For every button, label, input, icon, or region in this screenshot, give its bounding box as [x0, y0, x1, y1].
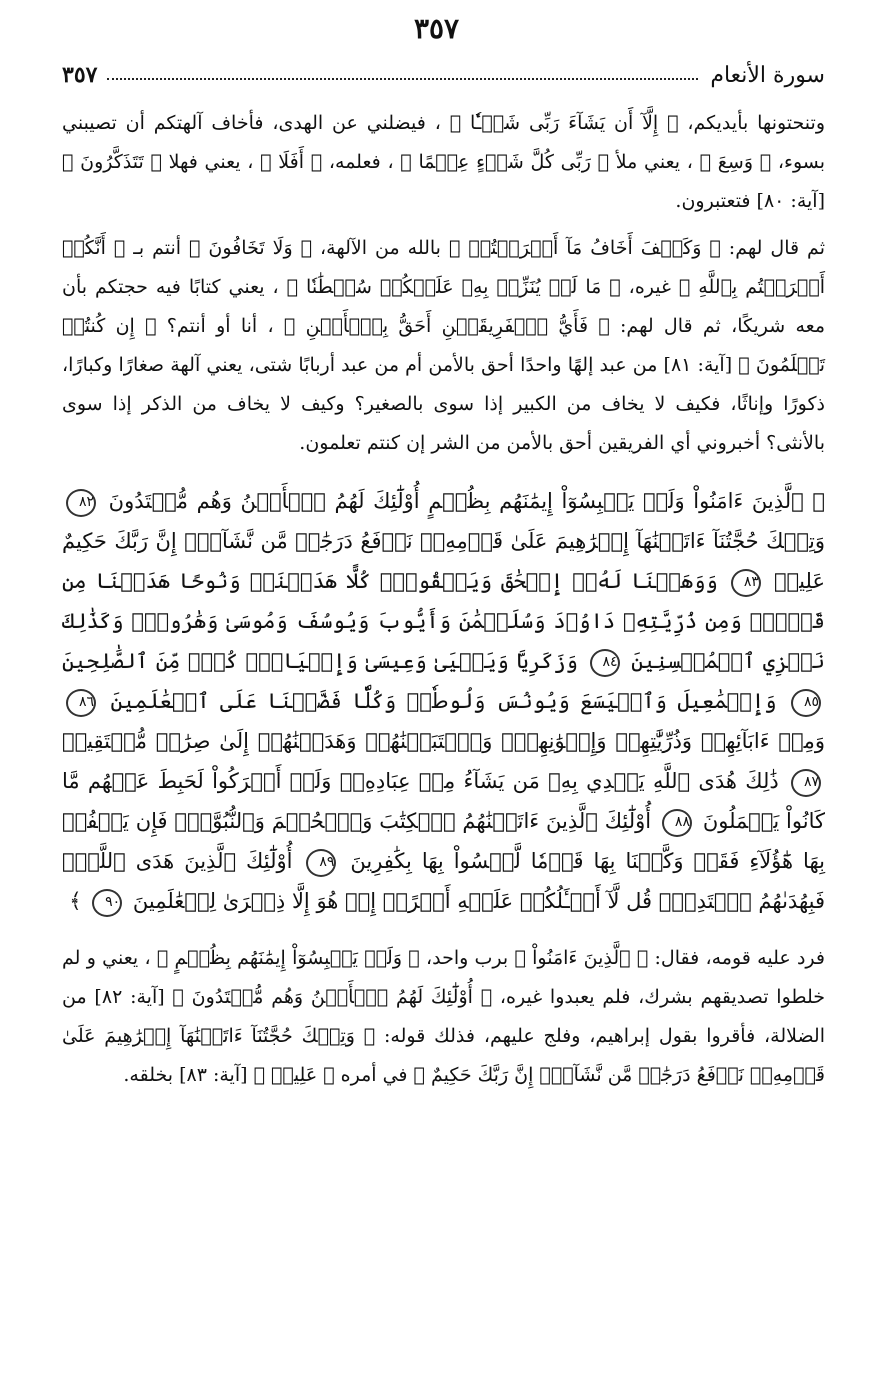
commentary-paragraph-2: ثم قال لهم: ﴿ وَكَيۡفَ أَخَافُ مَآ أَشۡرَكۡتُمۡ ﴾ بالله من الآلهة، ﴿ وَلَا تَخَافُونَ ﴾ أنتم بـ ﴿ أَنَّكُمۡ أَشۡرَكۡتُم بِٱللَّهِ ﴾ غيره، ﴿ مَا لَمۡ يُنَزِّلۡ بِهِۦ عَلَيۡكُمۡ سُلۡطَٰنٗا ﴾ ، يعني كتابًا فيه حجتكم بأن معه شريكًا، ثم قال لهم: ﴿ فَأَيُّ ٱلۡفَرِيقَيۡنِ أَحَقُّ بِٱلۡأَمۡنِ ﴾ ، أنا أو أنتم؟ ﴿ إِن كُنتُمۡ تَعۡلَمُونَ ﴾ [آية: ٨١] من عبد إلهًا واحدًا أحق بالأمن أم من عبد أربابًا شتى، يعني آلهة صغارًا وكبارًا، ذكورًا وإناثًا، فكيف لا يخاف من الكبير إذا سوى بالصغير؟ وكيف لا يخاف من الذكر إذا سوى بالأنثى؟ أخبروني أي الفريقين أحق بالأمن من الشر إن كنتم تعلمون.: [62, 237, 825, 454]
ayah-number-marker: ٨٤: [590, 649, 620, 677]
commentary-paragraph-1: وتنحتونها بأيديكم، ﴿ إِلَّآ أَن يَشَآءَ رَبِّى شَيۡـٔٗا ﴾ ، فيضلني عن الهدى، فأخاف آلهتكم أن تصيبني بسوء، ﴿ وَسِعَ ﴾ ، يعني ملأ ﴿ رَبِّى كُلَّ شَىۡءٍ عِلۡمًا ﴾ ، فعلمه، ﴿ أَفَلَا ﴾ ، يعني فهلا ﴿ تَتَذَكَّرُونَ ﴾ [آية: ٨٠] فتعتبرون.: [62, 112, 825, 212]
verse-text: أُوْلَٰٓئِكَ ٱلَّذِينَ هَدَى ٱللَّهُۖ فَبِهُدَىٰهُمُ ٱقۡتَدِهۡۗ قُل لَّآ أَسۡـَٔلُكُمۡ عَلَيۡهِ أَجۡرًاۖ إِنۡ هُوَ إِلَّا ذِكۡرَىٰ لِلۡعَٰلَمِينَ: [62, 849, 825, 913]
verse-text: ﴿ ٱلَّذِينَ ءَامَنُواْ وَلَمۡ يَلۡبِسُوٓاْ إِيمَٰنَهُم بِظُلۡمٍ أُوْلَٰٓئِكَ لَهُمُ ٱلۡأَمۡنُ وَهُم مُّهۡتَدُونَ: [108, 489, 825, 513]
page-number: ٣٥٧: [413, 12, 460, 45]
running-header: [62, 56, 825, 88]
ayah-number-marker: ٨٩: [306, 849, 336, 877]
commentary-paragraph-3: فرد عليه قومه، فقال: ﴿ ٱلَّذِينَ ءَامَنُواْ ﴾ برب واحد، ﴿ وَلَمۡ يَلۡبِسُوٓاْ إِيمَٰنَهُم بِظُلۡمٍ ﴾ ، يعني و لم خلطوا تصديقهم بشرك، فلم يعبدوا غيره، ﴿ أُوْلَٰٓئِكَ لَهُمُ ٱلۡأَمۡنُ وَهُم مُّهۡتَدُونَ ﴾ [آية: ٨٢] من الضلالة، فأقروا بقول إبراهيم، وفلج عليهم، فذلك قوله: ﴿ وَتِلۡكَ حُجَّتُنَآ ءَاتَيۡنَٰهَآ إِبۡرَٰهِيمَ عَلَىٰ قَوۡمِهِۦۚ نَرۡفَعُ دَرَجَٰتٖ مَّن نَّشَآءُۗ إِنَّ رَبَّكَ حَكِيمٌ ﴾ في أمره ﴿ عَلِيمٞ ﴾ [آية: ٨٣] بخلقه.: [62, 947, 826, 1086]
quran-verses-block: [62, 481, 825, 921]
page-content: [62, 104, 825, 1095]
ayah-number-marker: ٨٨: [662, 809, 692, 837]
ayah-number-marker: ٨٥: [791, 689, 821, 717]
header-surah-title: سورة الأنعام: [710, 63, 825, 88]
ayah-number-marker: ٨٣: [731, 569, 761, 597]
verse-text: ذَٰلِكَ هُدَى ٱللَّهِ يَهۡدِي بِهِۦ مَن يَشَآءُ مِنۡ عِبَادِهِۦۚ وَلَوۡ أَشۡرَكُواْ لَحَبِطَ عَنۡهُم مَّا كَانُواْ يَعۡمَلُونَ: [62, 769, 825, 833]
verse-text: وَتِلۡكَ حُجَّتُنَآ ءَاتَيۡنَٰهَآ إِبۡرَٰهِيمَ عَلَىٰ قَوۡمِهِۦۚ نَرۡفَعُ دَرَجَٰتٖ مَّن نَّشَآءُۗ إِنَّ رَبَّكَ حَكِيمٌ عَلِيمٞ: [62, 529, 825, 593]
verse-text: وَزَكَرِيَّا وَيَحۡيَىٰ وَعِيسَىٰ وَإِلۡيَاسَۖ كُلّٞ مِّنَ ٱلصَّٰلِحِينَ: [62, 649, 578, 673]
header-page-number: ٣٥٧: [62, 62, 98, 88]
ayah-number-marker: ٩٠: [92, 889, 122, 917]
ayah-number-marker: ٨٢: [66, 489, 96, 517]
ayah-number-marker: ٨٧: [791, 769, 821, 797]
verse-close-bracket: ﴾: [69, 889, 82, 913]
verse-text: أُوْلَٰٓئِكَ ٱلَّذِينَ ءَاتَيۡنَٰهُمُ ٱلۡكِتَٰبَ وَٱلۡحُكۡمَ وَٱلنُّبُوَّةَۚ فَإِن يَكۡفُرۡ بِهَا هَٰٓؤُلَآءِ فَقَدۡ وَكَّلۡنَا بِهَا قَوۡمٗا لَّيۡسُواْ بِهَا بِكَٰفِرِينَ: [62, 809, 825, 873]
verse-text: وَوَهَبۡنَا لَهُۥٓ إِسۡحَٰقَ وَيَعۡقُوبَۚ كُلًّا هَدَيۡنَاۚ وَنُوحًا هَدَيۡنَا مِن قَبۡلُۖ وَمِن ذُرِّيَّتِهِۦ دَاوُۥدَ وَسُلَيۡمَٰنَ وَأَيُّوبَ وَيُوسُفَ وَمُوسَىٰ وَهَٰرُونَۚ وَكَذَٰلِكَ نَجۡزِي ٱلۡمُحۡسِنِينَ: [62, 569, 825, 673]
ayah-number-marker: ٨٦: [66, 689, 96, 717]
header-dot-leader: [107, 78, 698, 80]
verse-text: وَمِنۡ ءَابَآئِهِمۡ وَذُرِّيَّٰتِهِمۡ وَإِخۡوَٰنِهِمۡۖ وَٱجۡتَبَيۡنَٰهُمۡ وَهَدَيۡنَٰهُمۡ إِلَىٰ صِرَٰطٖ مُّسۡتَقِيمٖ: [62, 729, 825, 753]
verse-text: وَإِسۡمَٰعِيلَ وَٱلۡيَسَعَ وَيُونُسَ وَلُوطٗاۚ وَكُلّٗا فَضَّلۡنَا عَلَى ٱلۡعَٰلَمِينَ: [110, 689, 777, 713]
